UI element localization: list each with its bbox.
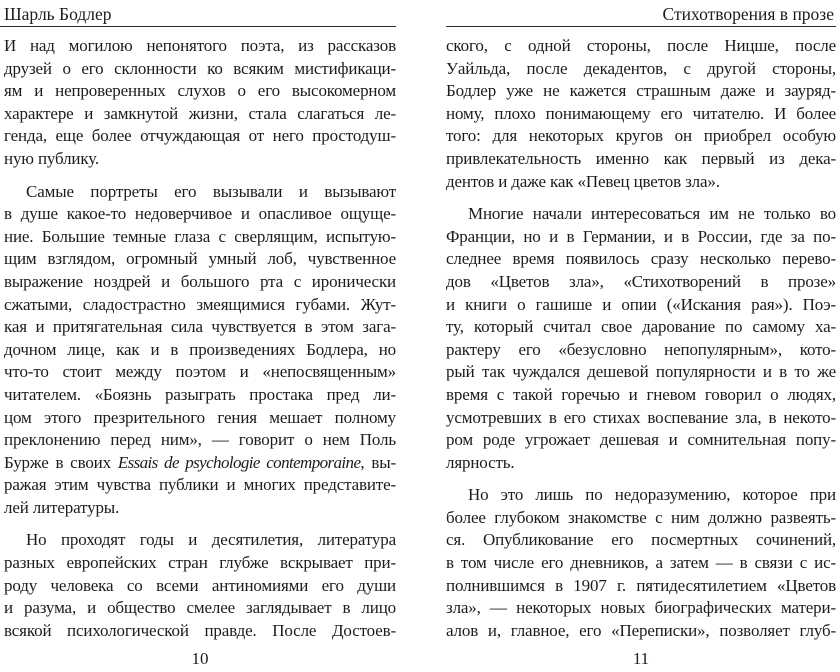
- running-head-author: Шарль Бодлер: [4, 4, 112, 24]
- text-line: Бодлер уже не кажется страшным даже и зауряд-: [446, 81, 836, 101]
- text-line: рый так чуждался дешевой популярности и в то же: [446, 362, 836, 382]
- page-number: 11: [632, 649, 650, 668]
- text-line: [4, 452, 396, 475]
- right-page: [446, 0, 836, 672]
- text-line: в душе какое-то недоверчивое и опасливое ощуще-: [4, 204, 396, 224]
- text-line: Уайльда, после декадентов, с другой стороны,: [446, 58, 836, 78]
- text-line: привлекательность именно как первый из дека-: [446, 148, 836, 168]
- text-line: зла», — некоторых новых биографических матери-: [446, 598, 836, 618]
- text-line: лярность.: [446, 452, 515, 472]
- text-block: [4, 35, 396, 642]
- left-page: [4, 0, 396, 672]
- text-line: ту, который считал свое дарование по самому ха-: [446, 317, 836, 337]
- text-line: преклонению перед ним», — говорит о нем Поль: [4, 430, 396, 450]
- text-line: всякой психологической правде. После Достоев-: [4, 620, 396, 640]
- paragraph: [446, 484, 836, 642]
- text-segment: Бурже в своих: [4, 452, 118, 472]
- text-line: что-то стоит между поэтом и «непосвященным»: [4, 362, 396, 382]
- text-line: сжатыми, сладострастно змеящимися губами. Жут-: [4, 294, 396, 314]
- text-line: и книги о гашише и опии («Искания рая»). Поэ-: [446, 294, 836, 314]
- text-line: характере и замкнутой жизни, стала слагаться ле-: [4, 103, 396, 123]
- text-line: Но это лишь по недоразумению, которое при: [468, 485, 836, 505]
- text-line: ского, с одной стороны, после Ницше, после: [446, 36, 836, 55]
- text-line: время с такой горечью и гневом говорил о людях,: [446, 384, 836, 404]
- text-line: ние. Большие темные глаза с сверлящим, испытую-: [4, 226, 396, 246]
- text-line: Многие начали интересоваться им не только во: [468, 204, 836, 224]
- header-rule: [0, 26, 396, 27]
- text-line: разных европейских стран глубже вскрывает при-: [4, 553, 396, 573]
- text-line: щим взглядом, огромный умный лоб, чувственное: [4, 249, 396, 269]
- text-line: того: для некоторых кругов он приобрел особую: [446, 126, 836, 146]
- text-line: ям и непроверенных слухов о его высокомерном: [4, 81, 396, 101]
- text-line: кая и притягательная сила чувствуется в этом зага-: [4, 317, 396, 337]
- text-line: следнее время появилось сразу несколько перево-: [446, 249, 836, 269]
- text-line: ную публику.: [4, 148, 99, 168]
- running-head-title: Стихотворения в прозе: [662, 4, 834, 24]
- text-line: дов «Цветов зла», «Стихотворений в прозе»: [446, 271, 836, 291]
- text-line: И над могилою непонятого поэта, из рассказов: [4, 36, 396, 55]
- paragraph: [446, 35, 836, 193]
- paragraph: [446, 203, 836, 474]
- text-line: и разума, и общество смелее заглядывает в лицо: [4, 598, 396, 618]
- text-line: алов и, главное, его «Переписки», позволяет глуб-: [446, 620, 836, 640]
- text-line: ному, плохо понимающему его читателю. И более: [446, 103, 836, 123]
- text-line: Самые портреты его вызывали и вызывают: [26, 181, 396, 201]
- text-line: ром роде угрожает дешевая и сомнительная попу-: [446, 430, 836, 450]
- header-rule: [446, 26, 836, 27]
- text-line: цом этого презрительного гения мешает полному: [4, 407, 396, 427]
- text-line: рактеру его «безусловно непопулярным», кото-: [446, 339, 836, 359]
- text-line: в том числе его дневников, а затем — в связи с ис-: [446, 553, 836, 573]
- text-segment: , вы-: [360, 452, 396, 472]
- text-line: дентов и даже как «Певец цветов зла».: [446, 171, 720, 191]
- italic-book-title: Essais de psychologie contemporaine: [117, 452, 361, 472]
- text-line: ражая этим чувства публики и многих представите-: [4, 475, 396, 495]
- text-line: лей литературы.: [4, 497, 120, 517]
- text-line: ся. Опубликование его посмертных сочинений,: [446, 530, 836, 550]
- text-line: усмотревших в его стихах воспевание зла, в некото-: [446, 407, 836, 427]
- text-block: [446, 35, 836, 642]
- text-line: генда, еще более отчуждающая от него простодуш-: [4, 126, 396, 146]
- text-line: Франции, но и в Германии, и в России, где за по-: [446, 226, 836, 246]
- paragraph: [4, 529, 396, 642]
- text-line: роду человека со всеми антиномиями его души: [4, 575, 396, 595]
- paragraph: [4, 35, 396, 171]
- text-line: полнившимся в 1907 г. пятидесятилетием «Цветов: [446, 575, 836, 595]
- text-line: Но проходят годы и десятилетия, литература: [26, 530, 396, 550]
- paragraph: [4, 181, 396, 520]
- text-line: выражение ноздрей и большого рта с иронически: [4, 271, 396, 291]
- text-line: более глубоком знакомстве с ним должно развеять-: [446, 507, 836, 527]
- text-line: читателем. «Боязнь разыграть простака пред ли-: [4, 384, 396, 404]
- text-line: друзей о его склонности ко всяким мистификаци-: [4, 58, 396, 78]
- page-number: 10: [191, 649, 209, 668]
- text-line: дочном лице, как и в произведениях Бодлера, но: [4, 339, 396, 359]
